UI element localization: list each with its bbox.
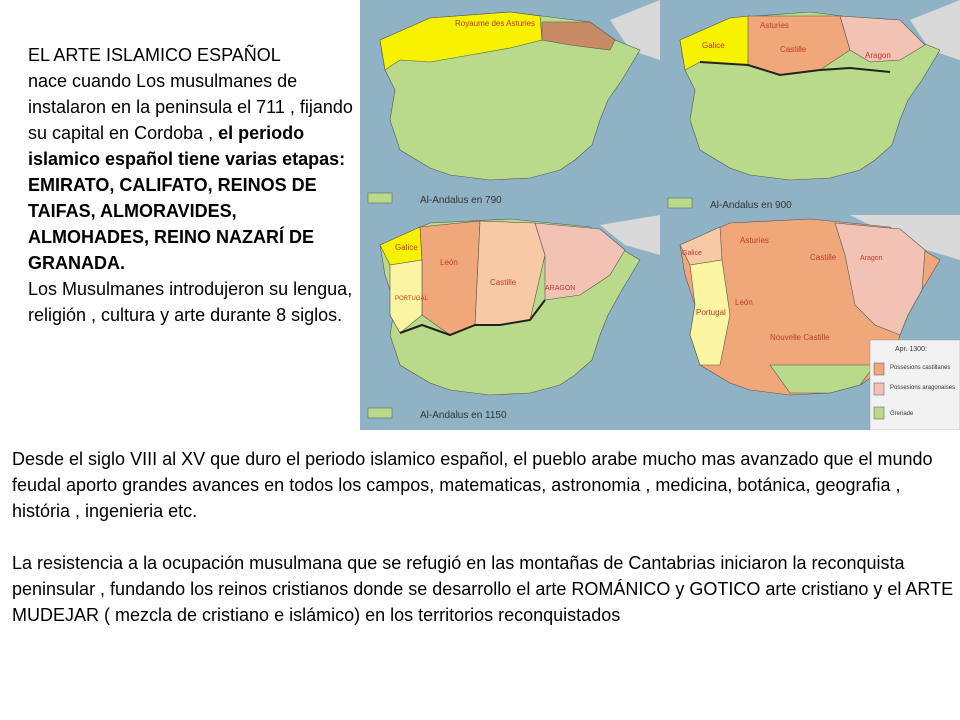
map4-label-aragon: Aragon (860, 255, 883, 262)
map4-label-portugal: Portugal (696, 308, 726, 317)
map3-label-aragon: ARAGON (545, 285, 576, 292)
intro-title: EL ARTE ISLAMICO ESPAÑOL (28, 45, 281, 65)
map4-label-leon: León (735, 298, 753, 307)
map-900 (660, 0, 960, 215)
map4-label-asturies: Asturies (740, 236, 769, 245)
map4-legend-aragon: Possesions aragonaises (890, 385, 956, 391)
body-text (12, 446, 957, 654)
map2-label-castille: Castille (780, 45, 807, 54)
map2-kingdom: Asturies (760, 21, 789, 30)
maps-panel (360, 0, 960, 430)
map4-legend-title: Apr. 1300: (895, 346, 927, 353)
map3-label-portugal: PORTUGAL (395, 296, 428, 302)
map3-caption: Al-Andalus en 1150 (420, 410, 507, 421)
map3-label-castille: Castille (490, 278, 517, 287)
map3-label-galice: Galice (395, 243, 418, 252)
map4-legend-castile: Possesions castillanes (890, 365, 951, 371)
map-1150 (360, 215, 660, 430)
intro-text (28, 42, 358, 328)
map2-caption: Al-Andalus en 900 (710, 200, 792, 211)
map-1300 (660, 215, 960, 430)
intro-plain: nace cuando Los musulmanes de instalaron en la peninsula el 711 , fijando su capital en Cordoba , (28, 71, 353, 143)
map4-label-galice: Galice (682, 250, 702, 257)
map4-label-castille: Castille (810, 253, 837, 262)
map2-label-aragon: Aragon (865, 51, 891, 60)
map4-label-nouvelle-castille: Nouvelle Castille (770, 333, 830, 342)
body-paragraph-2: La resistencia a la ocupación musulmana que se refugió en las montañas de Cantabrias iniciaron la reconquista peninsular , fundando los reinos cristianos donde se desarrollo el arte ROMÁNICO y GOTICO arte cristiano y el ARTE MUDEJAR ( mezcla de cristiano e islámico) en los territorios reconquistados (12, 553, 954, 625)
intro-bold: el periodo islamico español tiene varias etapas: (28, 123, 346, 169)
map3-label-leon: León (440, 258, 458, 267)
intro-stages: EMIRATO, CALIFATO, REINOS DE TAIFAS, ALMORAVIDES, ALMOHADES, REINO NAZARÍ DE GRANADA. (28, 175, 317, 273)
map4-legend-grenade: Grenade (890, 411, 914, 417)
body-paragraph-1: Desde el siglo VIII al XV que duro el periodo islamico español, el pueblo arabe mucho mas avanzado que el mundo feudal aporto grandes avances en todos los campos, matematicas, astronomia , medicina, botánica, geografia , história , ingenieria etc. (12, 449, 933, 521)
map-790 (360, 0, 660, 215)
intro-outro: Los Musulmanes introdujeron su lengua, religión , cultura y arte durante 8 siglos. (28, 279, 353, 325)
map1-kingdom: Royaume des Asturies (455, 19, 536, 28)
map2-label-galice: Galice (702, 41, 725, 50)
map1-caption: Al-Andalus en 790 (420, 195, 502, 206)
